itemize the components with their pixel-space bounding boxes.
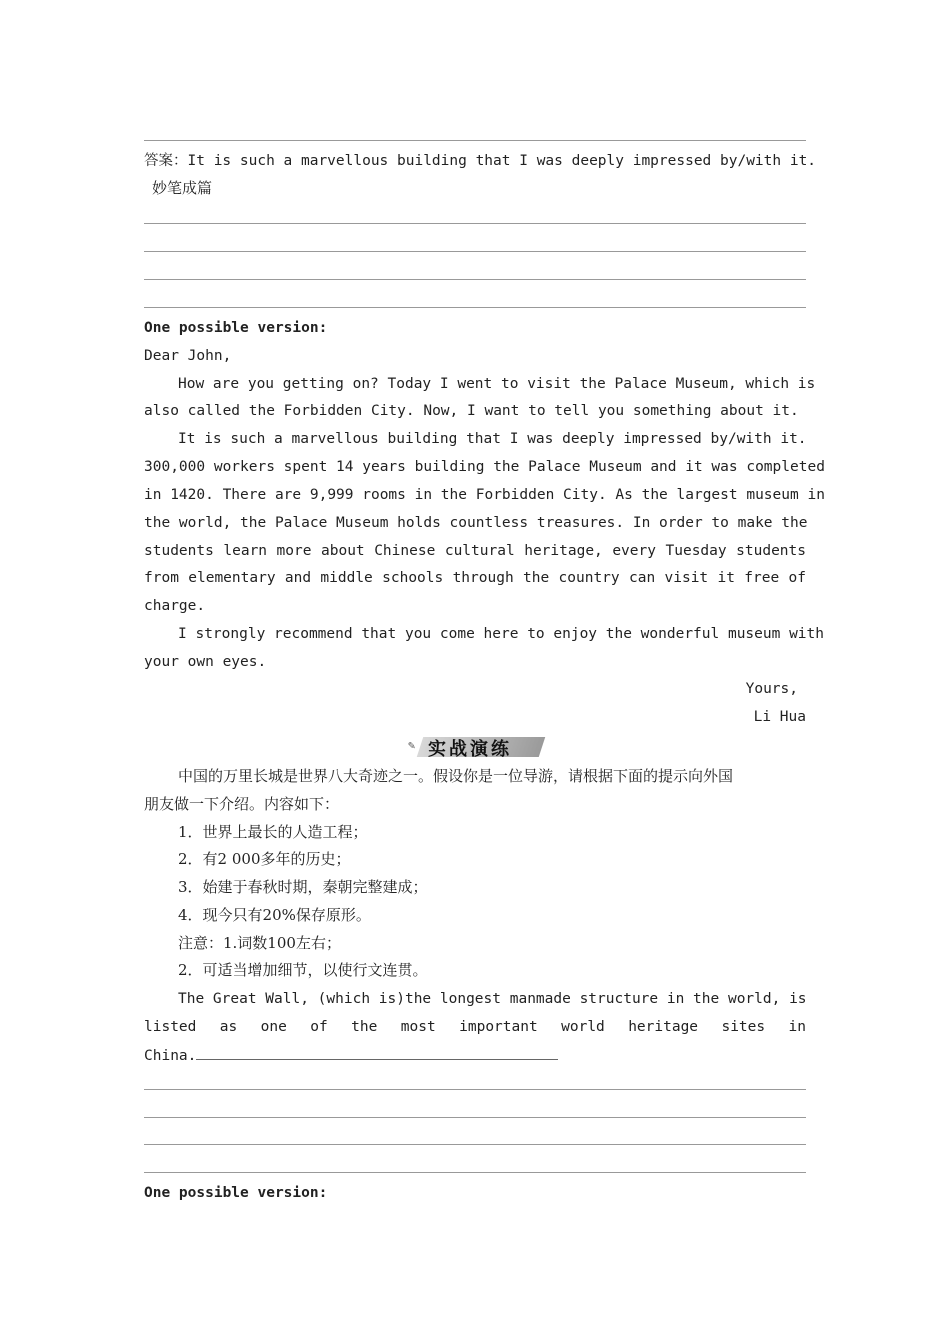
letter-signature: Li Hua	[753, 709, 806, 725]
letter-text-line: It is such a marvellous building that I was deeply impressed by/with it.	[178, 431, 807, 447]
writing-line	[144, 307, 806, 308]
starter-text-line: listed as one of the most important world heritage sites in	[144, 1019, 806, 1035]
task-item: 2．有2 000多年的历史；	[178, 850, 351, 868]
letter-text-line: students learn more about Chinese cultural heritage, every Tuesday students	[144, 543, 806, 559]
task-item: 4．现今只有20%保存原形。	[178, 906, 371, 924]
task-intro: 朋友做一下介绍。内容如下：	[144, 795, 340, 813]
writing-line	[144, 279, 806, 280]
writing-line	[144, 1117, 806, 1118]
section-title: 妙笔成篇	[152, 179, 213, 197]
writing-line	[144, 1089, 806, 1090]
banner-title: 实战演练	[428, 739, 512, 760]
letter-text-line: the world, the Palace Museum holds countless treasures. In order to make the	[144, 515, 808, 531]
starter-text-line: The Great Wall, (which is)the longest manmade structure in the world, is	[178, 991, 807, 1007]
letter-closing: Yours,	[745, 681, 798, 697]
writing-line	[144, 1172, 806, 1173]
answer-blank[interactable]	[196, 1045, 558, 1060]
version-label: One possible version:	[144, 1185, 328, 1201]
task-item: 1．世界上最长的人造工程；	[178, 823, 368, 841]
letter-text-line: from elementary and middle schools through the country can visit it free of	[144, 570, 806, 586]
writing-line	[144, 1144, 806, 1145]
writing-line	[144, 140, 806, 141]
letter-greeting: Dear John,	[144, 348, 232, 364]
writing-line	[144, 223, 806, 224]
starter-text: China.	[144, 1048, 197, 1064]
letter-text-line: charge.	[144, 598, 206, 614]
writing-line	[144, 251, 806, 252]
task-item: 3．始建于春秋时期，秦朝完整建成；	[178, 878, 428, 896]
task-note: 注意：1.词数100左右；	[178, 934, 341, 952]
starter-text-line	[144, 1045, 806, 1066]
version-label: One possible version:	[144, 320, 328, 336]
letter-text-line: also called the Forbidden City. Now, I want to tell you something about it.	[144, 403, 799, 419]
letter-text-line: your own eyes.	[144, 654, 267, 670]
task-intro: 中国的万里长城是世界八大奇迹之一。假设你是一位导游，请根据下面的提示向外国	[178, 767, 734, 785]
letter-text-line: How are you getting on? Today I went to visit the Palace Museum, which is	[178, 376, 816, 392]
answer-line: 答案：It is such a marvellous building that I was deeply impressed by/with it.	[144, 153, 817, 169]
letter-text-line: I strongly recommend that you come here to enjoy the wonderful museum with	[178, 626, 825, 642]
task-note: 2．可适当增加细节，以使行文连贯。	[178, 961, 428, 979]
letter-text-line: in 1420. There are 9,999 rooms in the Forbidden City. As the largest museum in	[144, 487, 825, 503]
section-banner	[406, 733, 546, 759]
letter-text-line: 300,000 workers spent 14 years building the Palace Museum and it was completed	[144, 459, 825, 475]
banner-decoration-icon: ✎	[408, 738, 416, 752]
